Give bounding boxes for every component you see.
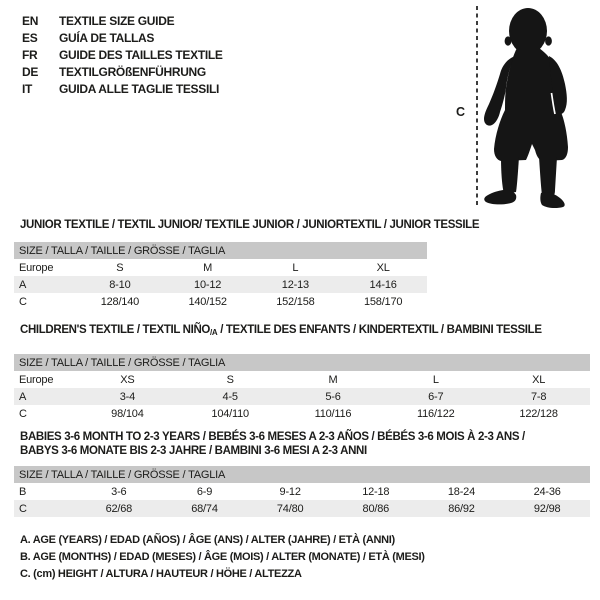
size-value: 7-8 (487, 388, 590, 405)
table-row (14, 259, 427, 276)
size-table (14, 354, 590, 422)
size-value: 3-4 (76, 388, 179, 405)
size-table (14, 242, 427, 310)
size-value: 158/170 (363, 295, 403, 308)
language-row (22, 64, 223, 81)
size-header-bar: SIZE / TALLA / TAILLE / GRÖSSE / TAGLIA (14, 242, 427, 259)
size-value: 80/86 (333, 500, 419, 517)
table-row (14, 500, 590, 517)
guide-title: TEXTILE SIZE GUIDE (59, 14, 175, 28)
size-value: 6-7 (384, 388, 487, 405)
language-code: IT (22, 82, 33, 96)
size-table-header (14, 242, 427, 259)
language-row (22, 81, 223, 98)
size-table-header (14, 466, 590, 483)
guide-title: GUÍA DE TALLAS (59, 31, 155, 45)
table-row (14, 371, 590, 388)
table-row (14, 276, 427, 293)
size-value: 12-13 (252, 276, 340, 293)
size-value: 122/128 (519, 407, 558, 420)
language-title-list (22, 13, 223, 98)
size-value: 98/104 (111, 407, 144, 420)
size-value: 152/158 (276, 295, 315, 308)
size-table-header (14, 354, 590, 371)
footnote-list (20, 532, 425, 583)
size-section-junior (14, 218, 590, 310)
guide-title: TEXTILGRÖßENFÜHRUNG (59, 65, 206, 79)
table-row (14, 293, 427, 310)
size-value: 6-9 (196, 485, 213, 498)
size-value: 104/110 (211, 407, 249, 420)
footnote: A. AGE (YEARS) / EDAD (AÑOS) / ÂGE (ANS) / ALTER (JAHRE) / ETÀ (ANNI) (20, 534, 395, 546)
size-value: XL (532, 373, 546, 386)
language-code: ES (22, 31, 38, 45)
size-value: XL (376, 261, 390, 274)
section-heading (20, 323, 590, 340)
language-row (22, 13, 223, 30)
heading-text: / TEXTILE DES ENFANTS / KINDERTEXTIL / BAMBINI TESSILE (217, 324, 542, 336)
size-value: 74/80 (247, 500, 333, 517)
language-row (22, 30, 223, 47)
section-heading (20, 430, 590, 458)
height-measure-label: C (456, 105, 466, 119)
size-value: 12-18 (362, 485, 390, 498)
size-value: S (226, 373, 234, 386)
table-row (14, 483, 590, 500)
toddler-figure (484, 8, 568, 208)
heading-text: BABIES 3-6 MONTH TO 2-3 YEARS / BEBÉS 3-6 MESES A 2-3 AÑOS / BÉBÉS 3-6 MOIS À 2-3 ANS / (20, 431, 525, 443)
size-value: 3-6 (111, 485, 127, 498)
size-value: 110/116 (314, 407, 352, 420)
row-label: A (14, 388, 76, 405)
size-value: 4-5 (179, 388, 282, 405)
size-section-babies (14, 430, 590, 517)
guide-title: GUIDA ALLE TAGLIE TESSILI (59, 82, 220, 96)
size-value: 24-36 (533, 485, 561, 498)
size-table-body (14, 371, 590, 422)
size-value: L (292, 261, 299, 274)
language-code: DE (22, 65, 39, 79)
size-value: M (328, 373, 338, 386)
table-row (14, 388, 590, 405)
row-label: Europe (19, 261, 54, 274)
row-label: Europe (19, 373, 54, 386)
size-value: 68/74 (162, 500, 248, 517)
size-value: 10-12 (164, 276, 252, 293)
size-value: 140/152 (188, 295, 227, 308)
size-value: 8-10 (76, 276, 164, 293)
size-value: 18-24 (447, 485, 476, 498)
row-label: C (19, 295, 27, 308)
heading-text: JUNIOR TEXTILE / TEXTIL JUNIOR/ TEXTILE JUNIOR / JUNIORTEXTIL / JUNIOR TESSILE (20, 219, 480, 231)
row-label: B (19, 485, 27, 498)
language-code: FR (22, 48, 38, 62)
size-value: 116/122 (417, 407, 455, 420)
heading-text: BABYS 3-6 MONATE BIS 2-3 JAHRE / BAMBINI 3-6 MESI A 2-3 ANNI (20, 445, 367, 457)
size-table (14, 466, 590, 517)
size-guide-sections (14, 218, 590, 517)
guide-title: GUIDE DES TAILLES TEXTILE (59, 48, 223, 62)
row-label: A (14, 276, 76, 293)
size-value: 62/68 (76, 500, 162, 517)
size-value: 9-12 (279, 485, 301, 498)
footnote: B. AGE (MONTHS) / EDAD (MESES) / ÂGE (MOIS) / ALTER (MONATE) / ETÀ (MESI) (20, 551, 425, 563)
section-heading-line (20, 323, 590, 340)
size-value: XS (120, 373, 135, 386)
size-value: 128/140 (100, 295, 140, 308)
heading-text: /A (210, 328, 218, 337)
section-heading (20, 218, 590, 232)
section-heading-line (20, 444, 590, 458)
heading-text: CHILDREN'S TEXTILE / TEXTIL NIÑO (20, 324, 211, 336)
size-value: S (116, 261, 124, 274)
size-value: L (432, 373, 439, 386)
language-code: EN (22, 14, 39, 28)
size-value: 92/98 (504, 500, 590, 517)
size-value: 14-16 (339, 276, 427, 293)
language-row (22, 47, 223, 64)
table-row (14, 405, 590, 422)
section-heading-line (20, 430, 590, 444)
section-heading-line (20, 218, 590, 232)
size-header-bar: SIZE / TALLA / TAILLE / GRÖSSE / TAGLIA (14, 466, 590, 483)
footnote: C. (cm) HEIGHT / ALTURA / HAUTEUR / HÖHE / ALTEZZA (20, 568, 302, 580)
size-value: 86/92 (419, 500, 505, 517)
size-header-bar: SIZE / TALLA / TAILLE / GRÖSSE / TAGLIA (14, 354, 590, 371)
size-table-body (14, 259, 427, 310)
row-label: C (19, 407, 27, 420)
size-section-children (14, 323, 590, 422)
toddler-silhouette (455, 0, 600, 215)
row-label: C (14, 500, 76, 517)
size-value: M (203, 261, 213, 274)
size-table-body (14, 483, 590, 517)
size-value: 5-6 (282, 388, 385, 405)
